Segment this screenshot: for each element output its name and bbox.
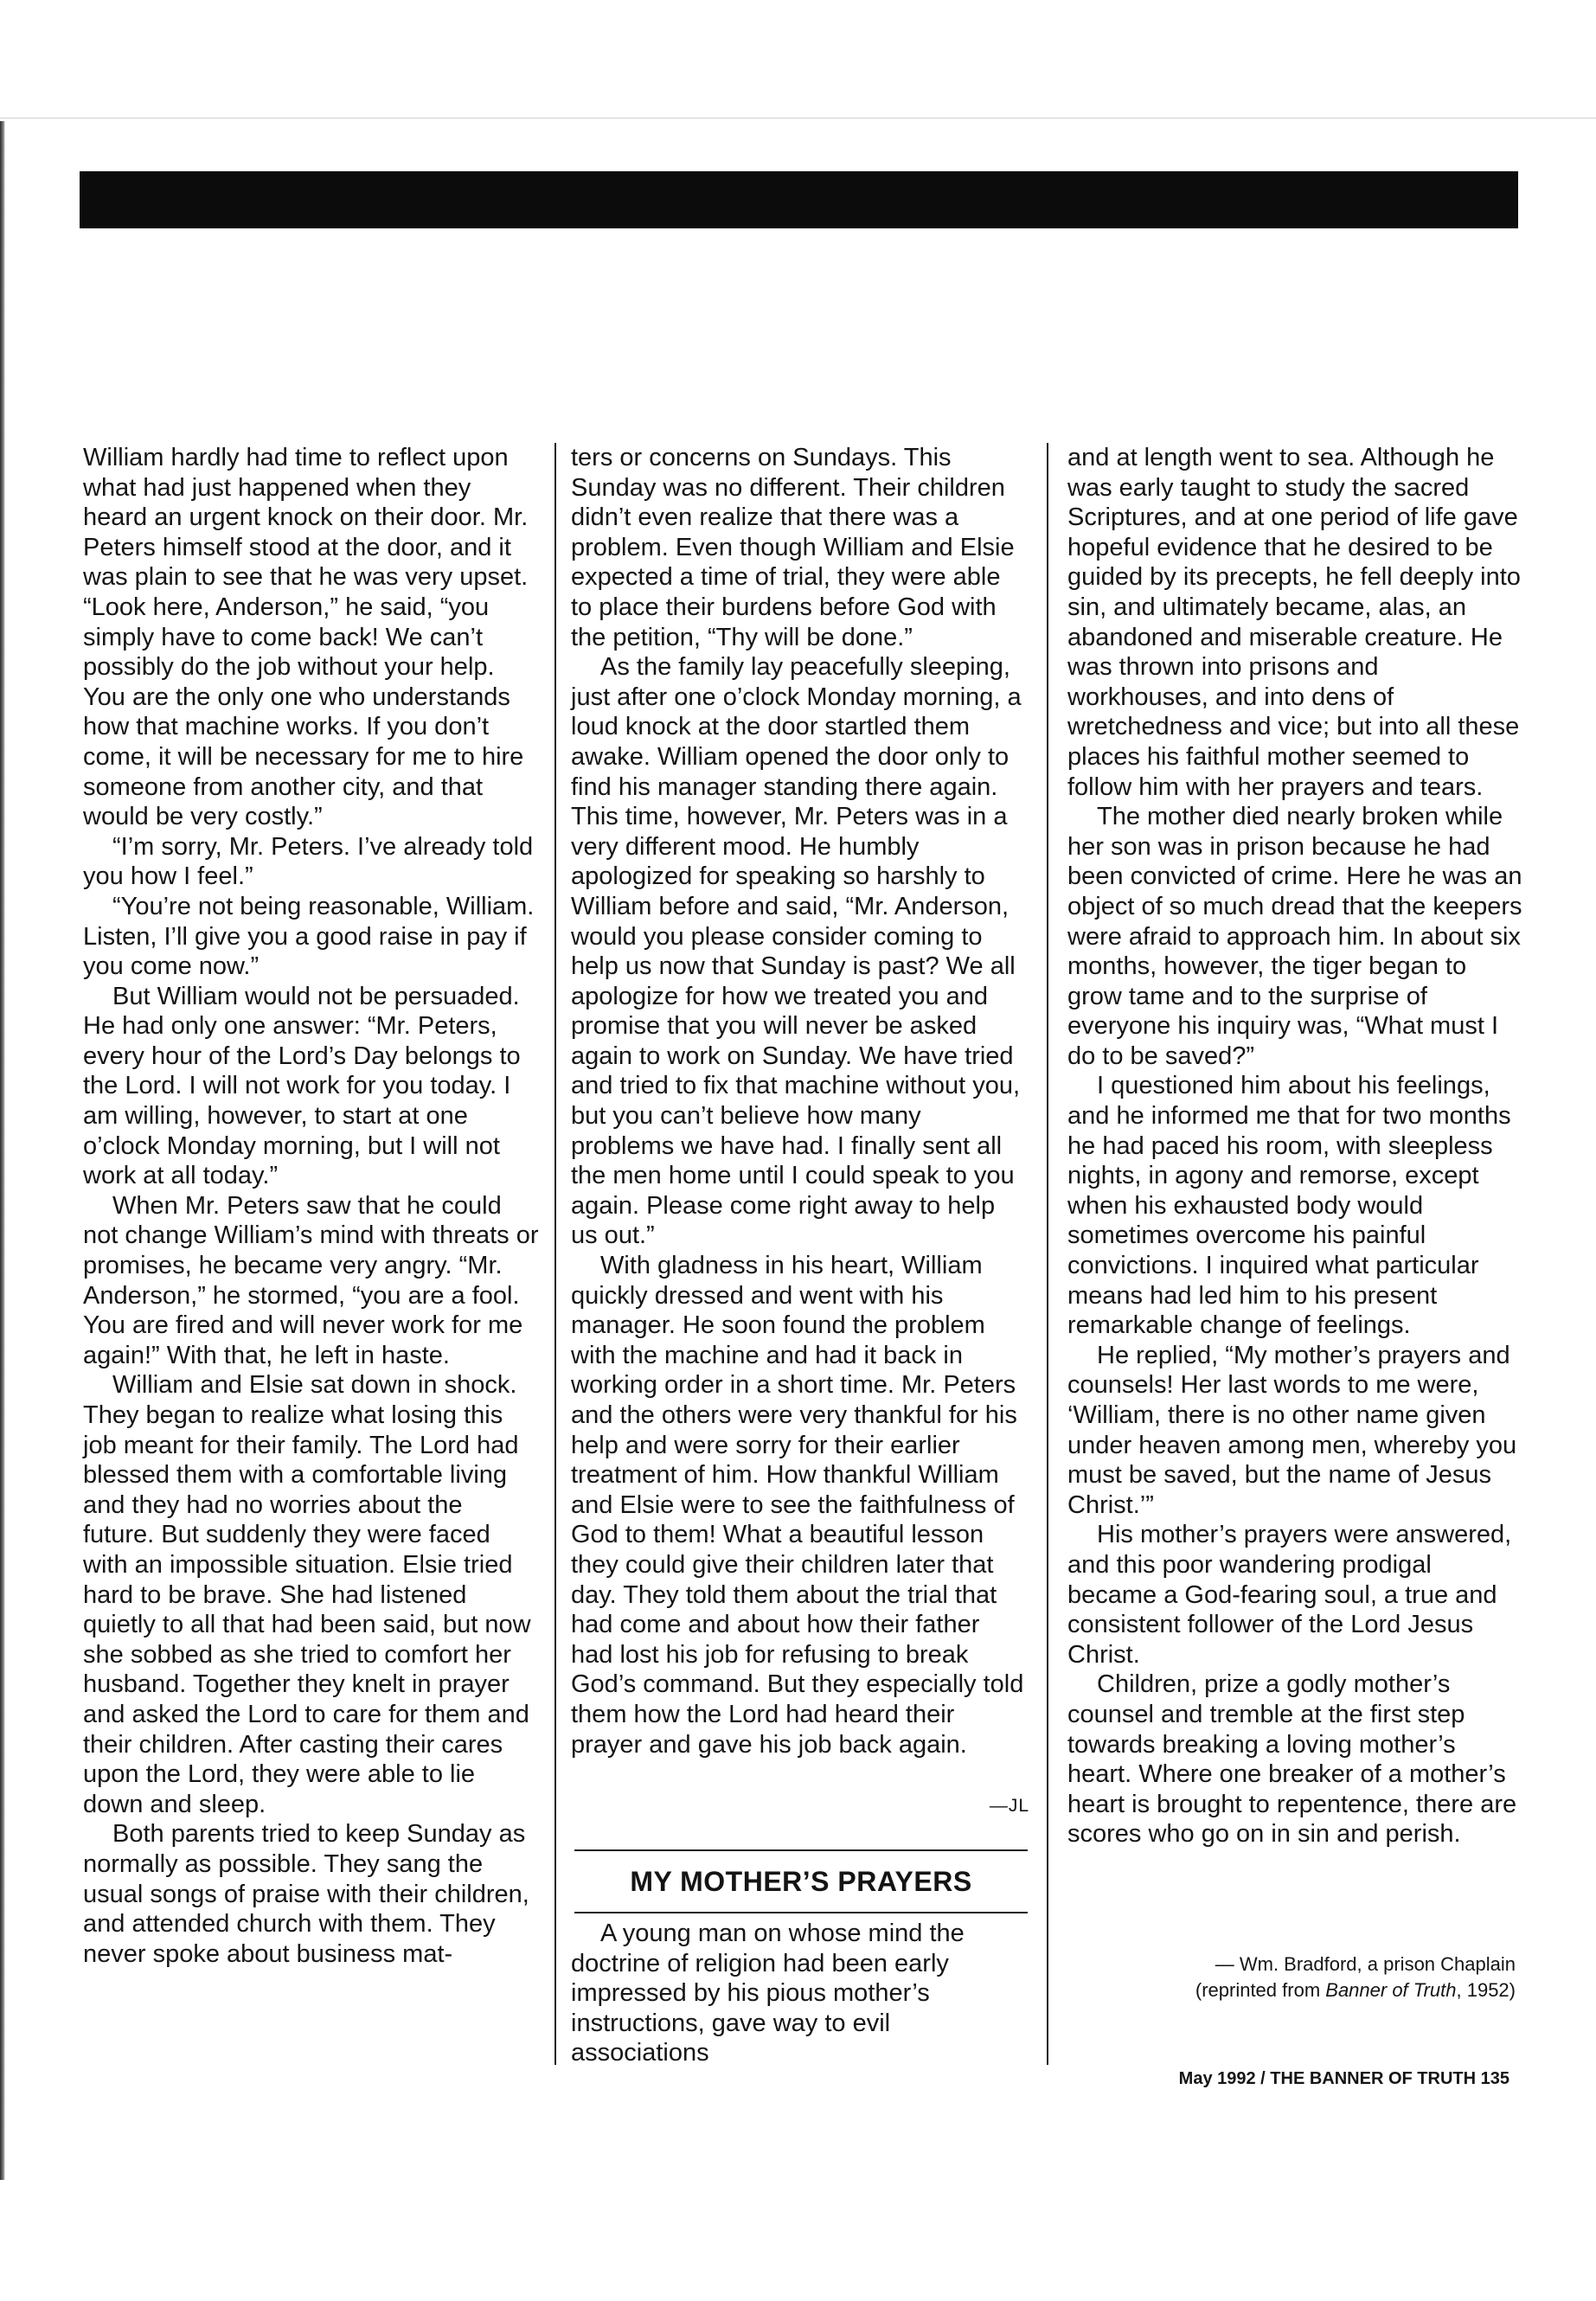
paragraph: The mother died nearly broken while her son was in prison because he had been convicted of crime. Here he was an object of so much dread that the keepers were afraid to approach him. In about six months, however, the tiger began to grow tame and to the surprise of everyone his inquiry was, “What must I do to be saved?” [1067, 803, 1522, 1070]
header-bar [80, 171, 1518, 228]
paragraph: A young man on whose mind the doctrine of religion had been early impressed by his pious mother’s instructions, gave way to evil associations [571, 1920, 965, 2067]
paragraph: William hardly had time to reflect upon what had just happened when they heard an urgent knock on their door. Mr. Peters himself stood at the door, and it was plain to see that he was very upset. “Look here, Anderson,” he said, “you simply have to come back! We can’t possibly do the job without your help. You are the only one who understands how that machine works. If you don’t come, it will be necessary for me to hire someone from another city, and that would be very costly.” [83, 444, 529, 831]
section-title: MY MOTHER’S PRAYERS [630, 1865, 972, 1897]
author-initials: —JL [989, 1796, 1029, 1816]
paragraph: But William would not be persuaded. He had only one answer: “Mr. Peters, every hour of the Lord’s Day belongs to the Lord. I will not work for you today. I am willing, however, to start at one o’clock Monday morning, but I will not work at all today.” [83, 982, 521, 1190]
paragraph: With gladness in his heart, William quickly dressed and went with his manager. He soon found the problem with the machine and had it back in working order in a short time. Mr. Peters and the others were very thankful for his help and were sorry for their earlier treatment of him. How thankful William and Elsie were to see the faithfulness of God to them! What a beautiful lesson they could give their children later that day. They told them about the trial that had come and about how their father had lost his job for refusing to break God’s command. But they especially told them how the Lord had heard their prayer and gave his job back again. [571, 1252, 1024, 1759]
paragraph: “I’m sorry, Mr. Peters. I’ve already told you how I feel.” [83, 832, 534, 891]
article-column-3 [1067, 443, 1524, 1849]
article-column-2 [571, 443, 1028, 1759]
article-column-1 [83, 443, 540, 1969]
section-heading [574, 1849, 1028, 1913]
paragraph: His mother’s prayers were answered, and this poor wandering prodigal became a God-fearing soul, a true and consistent follower of the Lord Jesus Christ. [1067, 1521, 1512, 1669]
article-column-2-continued [571, 1919, 1028, 2068]
paragraph: William and Elsie sat down in shock. They began to realize what losing this job meant for their family. The Lord had blessed them with a comfortable living and they had no worries about the future. But suddenly they were faced with an impossible situation. Elsie tried hard to be brave. She had listened quietly to all that had been said, but now she sobbed as she tried to comfort her husband. Together they knelt in prayer and asked the Lord to care for them and their children. After casting their cares upon the Lord, they were able to lie down and sleep. [83, 1371, 531, 1818]
page-footer: May 1992 / THE BANNER OF TRUTH 135 [1178, 2069, 1509, 2088]
source-title: Banner of Truth [1325, 1979, 1457, 2001]
paragraph: Children, prize a godly mother’s counsel and tremble at the first step towards breaking a loving mother’s heart. Where one breaker of a mother’s heart is brought to repentence, there are scores who go on in sin and perish. [1067, 1670, 1517, 1849]
paragraph: He replied, “My mother’s prayers and counsels! Her last words to me were, ‘William, there is no other name given under heaven among men, whereby you must be saved, but the name of Jesus Christ.’” [1067, 1341, 1517, 1519]
paragraph: When Mr. Peters saw that he could not change William’s mind with threats or promises, he became very angry. “Mr. Anderson,” he stormed, “you are a fool. You are fired and will never work for me again!” With that, he left in haste. [83, 1191, 539, 1369]
column-divider [554, 443, 556, 2065]
paragraph: ters or concerns on Sundays. This Sunday was no different. Their children didn’t even realize that there was a problem. Even though William and Elsie expected a time of trial, they were able to place their burdens before God with the petition, “Thy will be done.” [571, 444, 1015, 651]
attribution-source: (reprinted from Banner of Truth, 1952) [1195, 1979, 1516, 2001]
scan-edge [0, 121, 5, 2180]
paragraph: Both parents tried to keep Sunday as normally as possible. They sang the usual songs of praise with their children, and attended church with them. They never spoke about business mat- [83, 1820, 529, 1968]
attribution [1067, 1952, 1516, 2003]
paragraph: As the family lay peacefully sleeping, just after one o’clock Monday morning, a loud knock at the door startled them awake. William opened the door only to find his manager standing there again. This time, however, Mr. Peters was in a very different mood. He humbly apologized for speaking so harshly to William before and said, “Mr. Anderson, would you please consider coming to help us now that Sunday is past? We all apologize for how we treated you and promise that you will never be asked again to work on Sunday. We have tried and tried to fix that machine without you, but you can’t believe how many problems we have had. I finally sent all the men home until I could speak to you again. Please come right away to help us out.” [571, 653, 1022, 1250]
paragraph: I questioned him about his feelings, and he informed me that for two months he had paced his room, with sleepless nights, in agony and remorse, except when his exhausted body would sometimes overcome his painful convictions. I inquired what particular means had led him to his present remarkable change of feelings. [1067, 1072, 1511, 1340]
paragraph: and at length went to sea. Although he was early taught to study the sacred Scriptures, and at one period of life gave hopeful evidence that he desired to be guided by its precepts, he fell deeply into sin, and ultimately became, alas, an abandoned and miserable creature. He was thrown into prisons and workhouses, and into dens of wretchedness and vice; but into all these places his faithful mother seemed to follow him with her prayers and tears. [1067, 444, 1521, 801]
column-divider [1047, 443, 1048, 2065]
attribution-author: — Wm. Bradford, a prison Chaplain [1215, 1953, 1516, 1975]
top-rule [0, 118, 1596, 119]
paragraph: “You’re not being reasonable, William. Listen, I’ll give you a good raise in pay if you come now.” [83, 892, 535, 981]
